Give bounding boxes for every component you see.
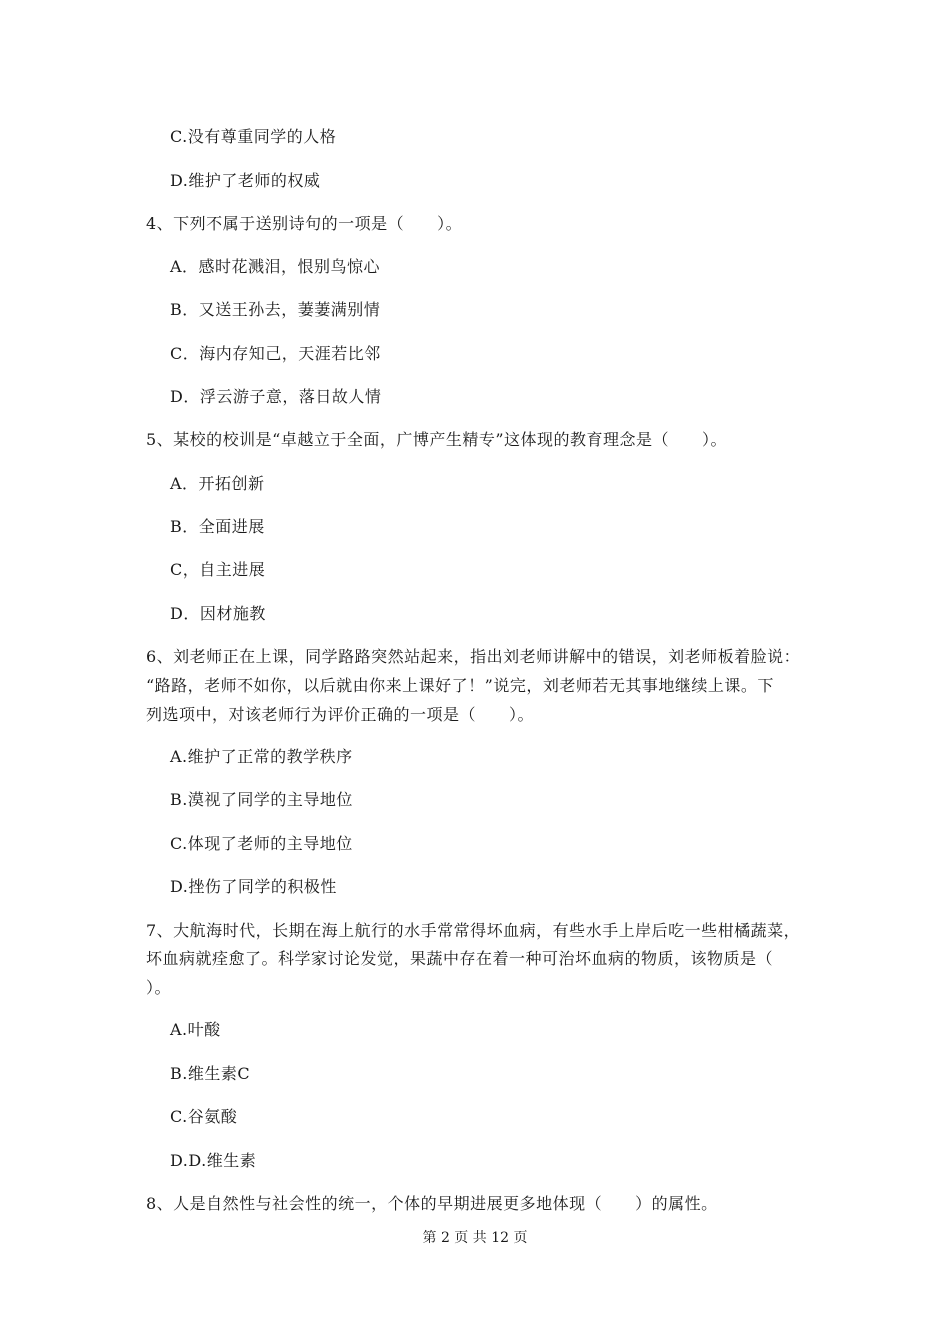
option-3d: D.维护了老师的权威	[170, 171, 321, 190]
option-7d: D.D.维生素	[170, 1151, 257, 1170]
question-5: 5、某校的校训是“卓越立于全面，广博产生精专”这体现的教育理念是（ ）。	[146, 430, 728, 449]
option-5d: D．因材施教	[170, 604, 266, 623]
option-6a: A.维护了正常的教学秩序	[170, 747, 353, 766]
option-4c: C．海内存知己，天涯若比邻	[170, 344, 381, 363]
option-6d: D.挫伤了同学的积极性	[170, 877, 337, 896]
question-7-line-2: 坏血病就痊愈了。科学家讨论发觉，果蔬中存在着一种可治坏血病的物质，该物质是（	[146, 949, 774, 968]
option-5b: B．全面进展	[170, 517, 265, 536]
option-6b: B.漠视了同学的主导地位	[170, 790, 353, 809]
option-3c: C.没有尊重同学的人格	[170, 127, 337, 146]
option-4d: D．浮云游子意，落日故人情	[170, 387, 382, 406]
option-6c: C.体现了老师的主导地位	[170, 834, 353, 853]
question-7-line-3: ）。	[146, 978, 172, 997]
question-6-line-3: 列选项中，对该老师行为评价正确的一项是（ ）。	[146, 705, 535, 724]
option-7a: A.叶酸	[170, 1020, 221, 1039]
page-footer: 第 2 页 共 12 页	[422, 1230, 528, 1246]
option-4a: A．感时花溅泪，恨别鸟惊心	[170, 257, 381, 276]
question-6-line-1: 6、刘老师正在上课，同学路路突然站起来，指出刘老师讲解中的错误，刘老师板着脸说：	[146, 647, 801, 666]
option-5a: A．开拓创新	[170, 474, 265, 493]
question-4: 4、下列不属于送别诗句的一项是（ ）。	[146, 214, 463, 233]
option-7b: B.维生素C	[170, 1064, 251, 1083]
option-7c: C.谷氨酸	[170, 1107, 238, 1126]
question-7-line-1: 7、大航海时代，长期在海上航行的水手常常得坏血病，有些水手上岸后吃一些柑橘蔬菜，	[146, 921, 801, 940]
question-8: 8、人是自然性与社会性的统一，个体的早期进展更多地体现（ ）的属性。	[146, 1194, 718, 1213]
question-6-line-2: “路路，老师不如你，以后就由你来上课好了！”说完，刘老师若无其事地继续上课。下	[146, 676, 774, 695]
option-5c: C，自主进展	[170, 560, 266, 579]
option-4b: B．又送王孙去，萋萋满别情	[170, 300, 381, 319]
